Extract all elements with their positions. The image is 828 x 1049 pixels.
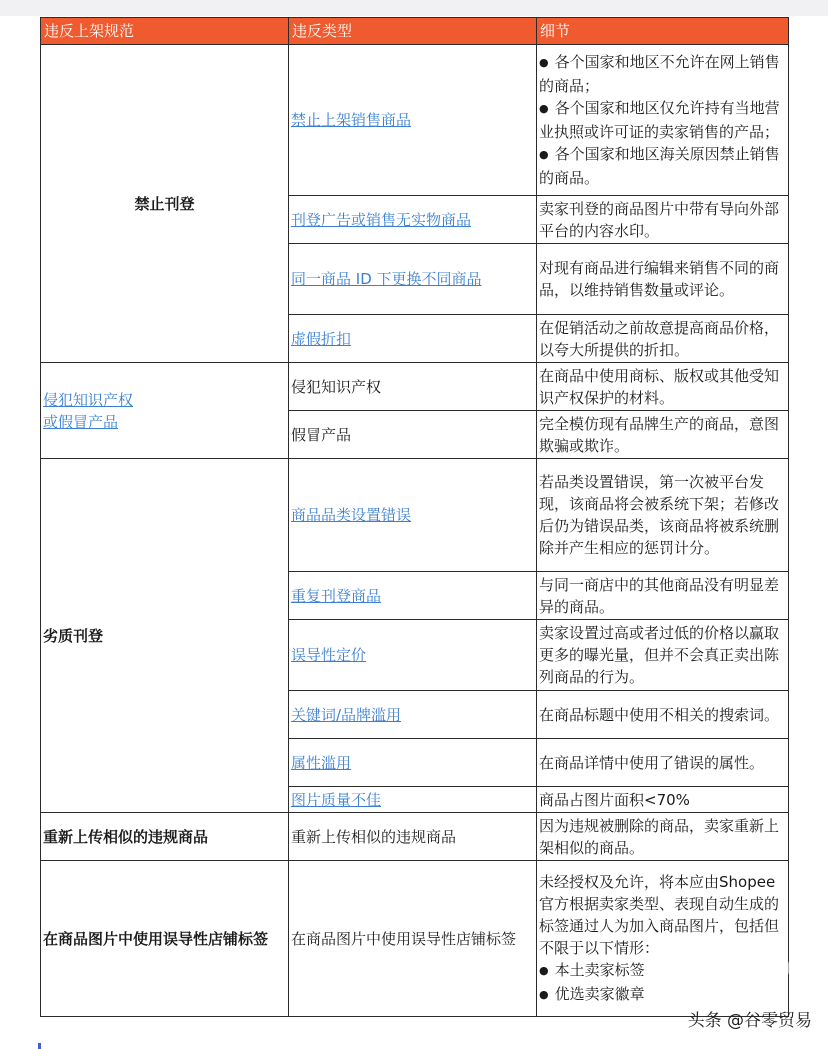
list-item: ● 本土卖家标签 xyxy=(539,959,786,983)
list-item: ● 各个国家和地区仅允许持有当地营业执照或许可证的卖家销售的产品； xyxy=(539,97,786,143)
type-link[interactable]: 图片质量不佳 xyxy=(291,790,382,809)
top-bar xyxy=(0,0,828,16)
detail-cell: 完全模仿现有品牌生产的商品，意图欺骗或欺诈。 xyxy=(537,411,789,459)
category-poor-listing: 劣质刊登 xyxy=(41,459,289,813)
header-violation-rule: 违反上架规范 xyxy=(41,18,289,45)
table-row xyxy=(41,861,789,1017)
detail-cell: 在商品标题中使用不相关的搜索词。 xyxy=(537,691,789,739)
detail-cell: 卖家刊登的商品图片中带有导向外部平台的内容水印。 xyxy=(537,196,789,244)
detail-cell: 因为违规被删除的商品，卖家重新上架相似的商品。 xyxy=(537,813,789,861)
type-link[interactable]: 虚假折扣 xyxy=(291,329,352,348)
header-violation-type: 违反类型 xyxy=(289,18,537,45)
list-item: ● 优选卖家徽章 xyxy=(539,983,786,1007)
detail-cell: 在商品中使用商标、版权或其他受知识产权保护的材料。 xyxy=(537,363,789,411)
table-row xyxy=(41,363,789,411)
header-details: 细节 xyxy=(537,18,789,45)
detail-cell xyxy=(537,45,789,196)
type-link[interactable]: 误导性定价 xyxy=(291,646,367,664)
type-link[interactable]: 禁止上架销售商品 xyxy=(291,111,412,129)
type-cell: 侵犯知识产权 xyxy=(289,363,537,411)
type-link[interactable]: 刊登广告或销售无实物商品 xyxy=(291,210,472,229)
table-row xyxy=(41,459,789,572)
type-cell: 假冒产品 xyxy=(289,411,537,459)
list-item: ● 各个国家和地区海关原因禁止销售的商品。 xyxy=(539,143,786,189)
category-misleading-label: 在商品图片中使用误导性店铺标签 xyxy=(41,861,289,1017)
detail-text: 未经授权及允许，将本应由Shopee 官方根据卖家类型、表现自动生成的标签通过人为加入商品图片，包括但不限于以下情形： xyxy=(539,872,780,957)
type-link[interactable]: 重复刊登商品 xyxy=(291,586,382,605)
detail-cell: 在促销活动之前故意提高商品价格，以夸大所提供的折扣。 xyxy=(537,315,789,363)
detail-cell: 商品占图片面积<70% xyxy=(537,787,789,813)
table-row xyxy=(41,45,789,196)
type-cell: 重新上传相似的违规商品 xyxy=(289,813,537,861)
detail-cell xyxy=(537,861,789,1017)
list-item: ● 各个国家和地区不允许在网上销售的商品； xyxy=(539,51,786,97)
watermark-text: 头条 @谷零贸易 xyxy=(687,1011,812,1031)
detail-cell: 在商品详情中使用了错误的属性。 xyxy=(537,739,789,787)
type-link[interactable]: 关键词/品牌滥用 xyxy=(291,705,402,724)
detail-cell: 若品类设置错误，第一次被平台发现，该商品将会被系统下架；若修改后仍为错误品类，该商品将被系统删除并产生相应的惩罚计分。 xyxy=(537,459,789,572)
watermark-overlay xyxy=(690,956,790,980)
category-prohibited-listing: 禁止刊登 xyxy=(41,45,289,363)
category-link[interactable]: 或假冒产品 xyxy=(43,412,119,431)
detail-cell: 对现有商品进行编辑来销售不同的商品，以维持销售数量或评论。 xyxy=(537,244,789,315)
type-cell: 在商品图片中使用误导性店铺标签 xyxy=(289,861,537,1017)
table-header-row xyxy=(41,18,789,45)
detail-cell: 与同一商店中的其他商品没有明显差异的商品。 xyxy=(537,572,789,620)
type-link[interactable]: 同一商品 ID 下更换不同商品 xyxy=(291,270,482,288)
type-link[interactable]: 属性滥用 xyxy=(291,753,352,772)
category-ip-infringement xyxy=(41,363,289,459)
category-reupload: 重新上传相似的违规商品 xyxy=(41,813,289,861)
category-link[interactable]: 侵犯知识产权 xyxy=(43,390,134,409)
type-link[interactable]: 商品品类设置错误 xyxy=(291,506,412,524)
page-marker xyxy=(38,1043,41,1049)
table-row xyxy=(41,813,789,861)
detail-cell: 卖家设置过高或者过低的价格以赢取更多的曝光量，但并不会真正卖出陈列商品的行为。 xyxy=(537,620,789,691)
policy-table xyxy=(40,17,789,1017)
